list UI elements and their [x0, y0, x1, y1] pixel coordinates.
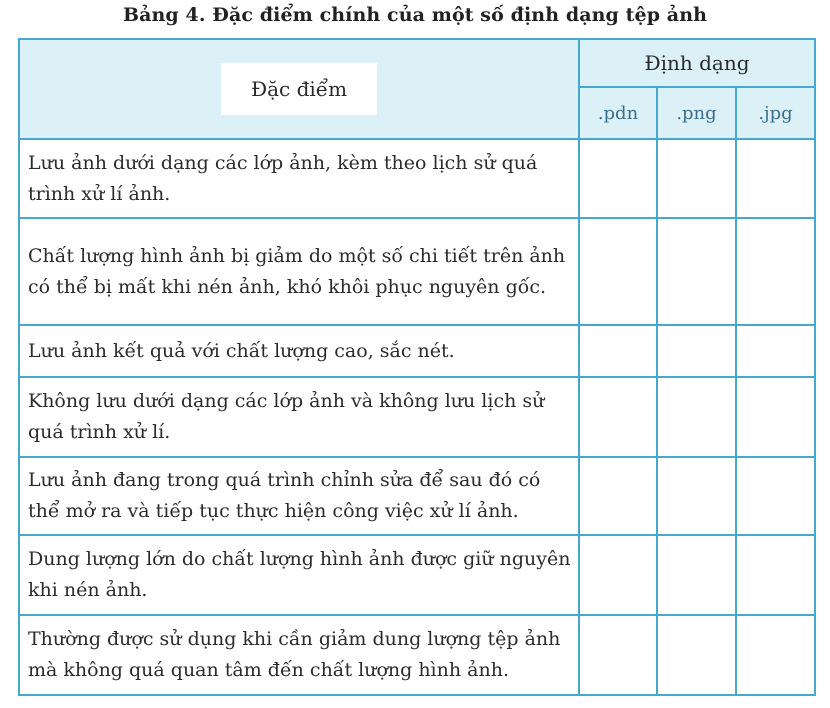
format-pdn-header: .pdn	[579, 87, 657, 139]
jpg-answer-cell[interactable]	[736, 615, 815, 695]
format-jpg-header: .jpg	[736, 87, 815, 139]
format-png-header: .png	[657, 87, 736, 139]
png-answer-cell[interactable]	[657, 615, 736, 695]
feature-description: Lưu ảnh dưới dạng các lớp ảnh, kèm theo lịch sử quá trình xử lí ảnh.	[19, 139, 579, 218]
pdn-answer-cell[interactable]	[579, 218, 657, 325]
jpg-answer-cell[interactable]	[736, 325, 815, 377]
feature-description: Không lưu dưới dạng các lớp ảnh và không lưu lịch sử quá trình xử lí.	[19, 377, 579, 457]
table-row	[19, 615, 815, 695]
pdn-answer-cell[interactable]	[579, 139, 657, 218]
feature-header-cell	[19, 39, 579, 139]
png-answer-cell[interactable]	[657, 218, 736, 325]
pdn-answer-cell[interactable]	[579, 377, 657, 457]
jpg-answer-cell[interactable]	[736, 218, 815, 325]
feature-description: Lưu ảnh kết quả với chất lượng cao, sắc nét.	[19, 325, 579, 377]
png-answer-cell[interactable]	[657, 377, 736, 457]
feature-header: Đặc điểm	[221, 63, 377, 115]
jpg-answer-cell[interactable]	[736, 139, 815, 218]
feature-description: Thường được sử dụng khi cần giảm dung lượng tệp ảnh mà không quá quan tâm đến chất lượng hình ảnh.	[19, 615, 579, 695]
header-row-top	[19, 39, 815, 87]
feature-description: Chất lượng hình ảnh bị giảm do một số chi tiết trên ảnh có thể bị mất khi nén ảnh, khó khôi phục nguyên gốc.	[19, 218, 579, 325]
image-format-table	[18, 38, 816, 696]
pdn-answer-cell[interactable]	[579, 615, 657, 695]
jpg-answer-cell[interactable]	[736, 535, 815, 615]
feature-description: Lưu ảnh đang trong quá trình chỉnh sửa để sau đó có thể mở ra và tiếp tục thực hiện công việc xử lí ảnh.	[19, 457, 579, 535]
feature-description: Dung lượng lớn do chất lượng hình ảnh được giữ nguyên khi nén ảnh.	[19, 535, 579, 615]
jpg-answer-cell[interactable]	[736, 457, 815, 535]
table-row	[19, 139, 815, 218]
png-answer-cell[interactable]	[657, 457, 736, 535]
table-caption: Bảng 4. Đặc điểm chính của một số định dạng tệp ảnh	[122, 4, 708, 26]
table-row	[19, 535, 815, 615]
table-row	[19, 457, 815, 535]
table-row	[19, 377, 815, 457]
pdn-answer-cell[interactable]	[579, 457, 657, 535]
pdn-answer-cell[interactable]	[579, 535, 657, 615]
table-row	[19, 218, 815, 325]
pdn-answer-cell[interactable]	[579, 325, 657, 377]
table-row	[19, 325, 815, 377]
png-answer-cell[interactable]	[657, 139, 736, 218]
jpg-answer-cell[interactable]	[736, 377, 815, 457]
format-header: Định dạng	[579, 39, 815, 87]
png-answer-cell[interactable]	[657, 325, 736, 377]
png-answer-cell[interactable]	[657, 535, 736, 615]
